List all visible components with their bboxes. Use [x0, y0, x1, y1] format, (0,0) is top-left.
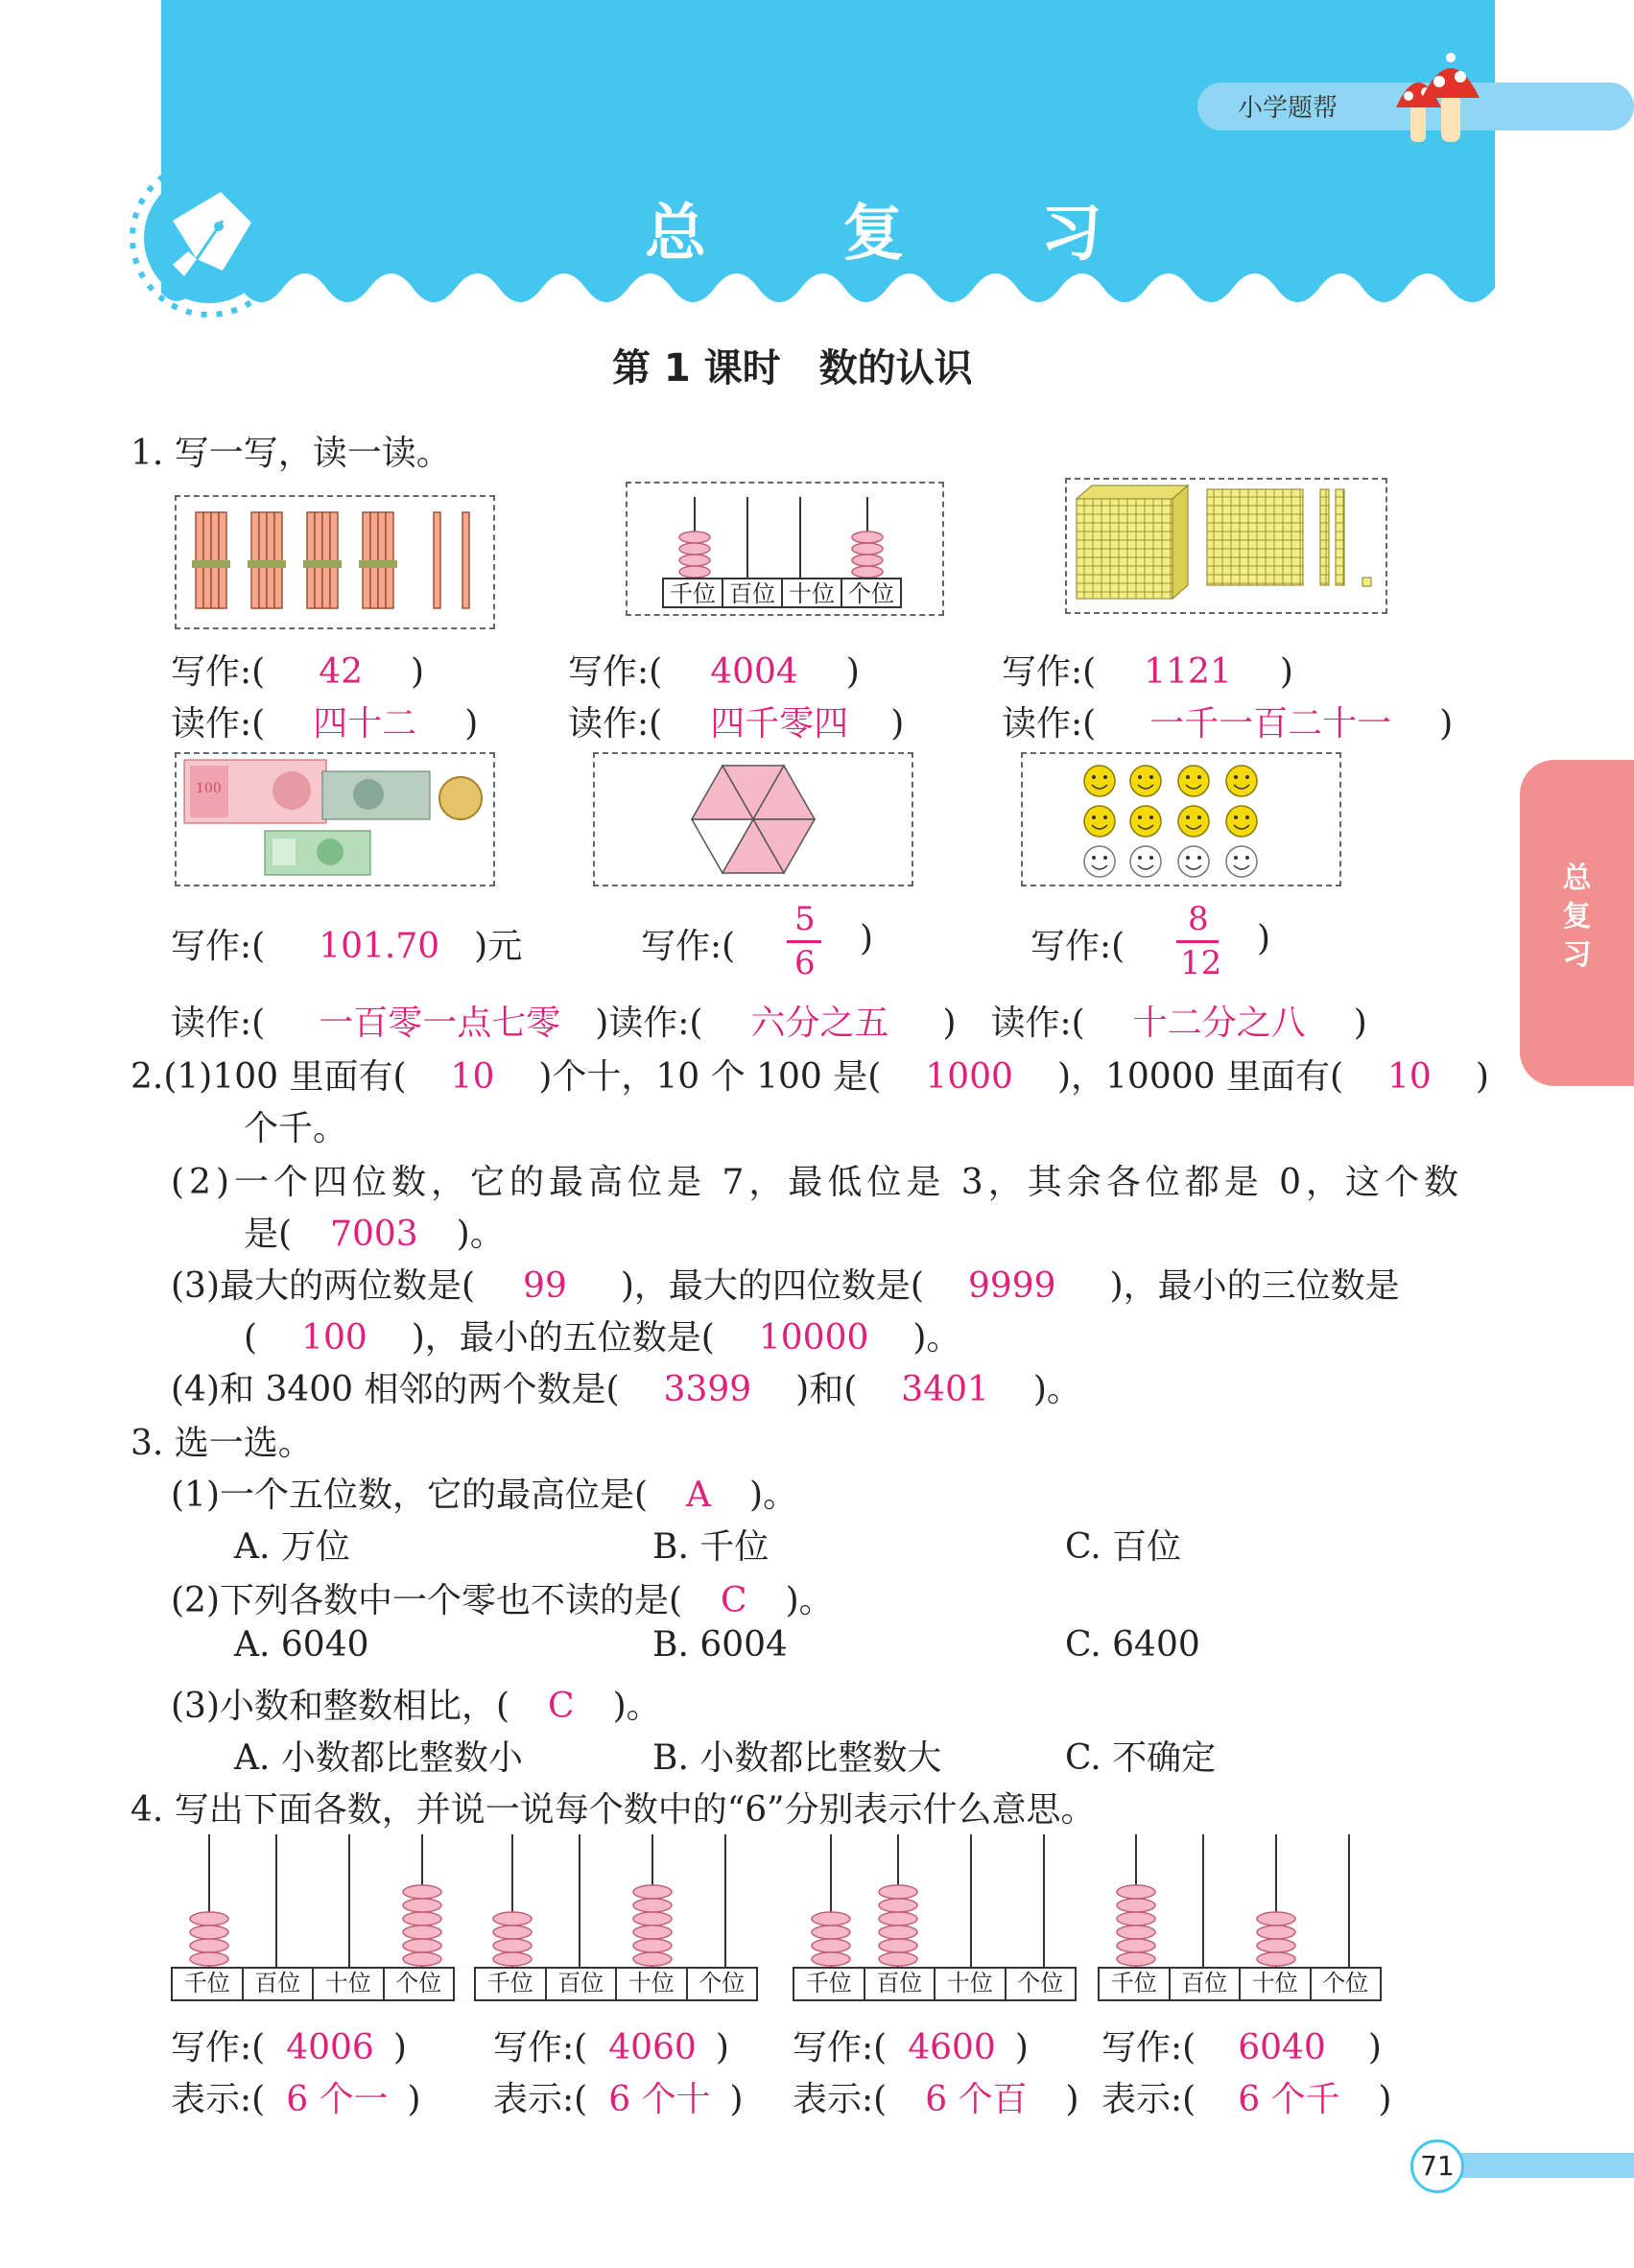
answer: 10: [1387, 1057, 1432, 1097]
answer: 1121: [1144, 652, 1232, 692]
place-label: 个位: [1017, 1970, 1064, 1996]
place-label: 千位: [476, 1969, 547, 1999]
place-label: 十位: [314, 1969, 385, 1999]
answer: 4006: [286, 2028, 374, 2067]
answer: 6 个千: [1238, 2080, 1340, 2119]
place-label: 千位: [664, 579, 723, 606]
side-tab-char: 总: [1562, 862, 1592, 895]
q4-mean-4: 表示:( 6 个千 ): [1101, 2080, 1392, 2119]
answer: 99: [523, 1266, 567, 1306]
abacus-figure: [626, 482, 944, 616]
place-label: 个位: [1322, 1970, 1369, 1996]
hexagon-figure: [593, 752, 913, 886]
fraction-numerator: 8: [1188, 900, 1209, 938]
q3-2-opt-c: C. 6400: [1065, 1625, 1200, 1665]
q3-3-opt-b: B. 小数都比整数大: [652, 1738, 942, 1778]
answer: 6 个一: [286, 2080, 389, 2119]
answer: 6 个百: [925, 2080, 1028, 2119]
q3-1-opt-b: B. 千位: [652, 1527, 770, 1567]
place-label: 个位: [395, 1970, 442, 1996]
answer: 十二分之八: [1132, 1004, 1306, 1043]
q1-write-4: 写作:( 101.70 )元: [171, 927, 523, 966]
answer: 42: [319, 652, 363, 692]
q3-2: (2)下列各数中一个零也不读的是( C )。: [171, 1581, 834, 1620]
side-tab-char: 复: [1562, 900, 1592, 933]
place-label: 千位: [1100, 1969, 1171, 1999]
answer: 4600: [908, 2028, 996, 2067]
q2-p1-cont: 个千。: [244, 1109, 348, 1148]
fraction-numerator: 5: [794, 900, 816, 938]
q4-mean-3: 表示:( 6 个百 ): [793, 2080, 1079, 2119]
q1-read-1: 读作:( 四十二 ): [171, 704, 479, 744]
place-label: 百位: [723, 579, 783, 606]
q2-p3-cont: ( 100 )，最小的五位数是( 10000 )。: [244, 1318, 961, 1358]
q3-3-opt-c: C. 不确定: [1065, 1738, 1217, 1778]
place-label: 百位: [244, 1969, 315, 1999]
lesson-title: 第 1 课时 数的认识: [612, 346, 973, 390]
q1-read-4-6: 读作:( 一百零一点七零 )读作:( 六分之五 ) 读作:( 十二分之八 ): [171, 1004, 1367, 1043]
fraction-denominator: 12: [1180, 944, 1222, 982]
answer: 四十二: [313, 704, 417, 744]
q3-prompt: 3. 选一选。: [130, 1424, 313, 1463]
answer: 4060: [608, 2028, 697, 2067]
q4-mean-2: 表示:( 6 个十 ): [493, 2080, 744, 2119]
place-label: 个位: [848, 580, 894, 607]
place-label: 千位: [173, 1969, 244, 1999]
q2-p2: (2)一个四位数，它的最高位是 7，最低位是 3，其余各位都是 0，这个数: [171, 1163, 1464, 1202]
q3-3-opt-a: A. 小数都比整数小: [234, 1738, 523, 1778]
answer: 4004: [710, 652, 798, 692]
q3-3: (3)小数和整数相比，( C )。: [171, 1687, 661, 1726]
answer: C: [721, 1581, 747, 1620]
side-tab: [1520, 760, 1634, 1086]
place-label: 十位: [783, 579, 842, 606]
fraction-bar: [1176, 940, 1219, 943]
q3-2-opt-a: A. 6040: [234, 1625, 369, 1665]
q3-1: (1)一个五位数，它的最高位是( A )。: [171, 1476, 798, 1515]
answer: 6040: [1238, 2028, 1326, 2067]
answer: 3401: [901, 1370, 989, 1409]
answer: 四千零四: [710, 704, 849, 744]
banknote-100: 100: [196, 781, 222, 796]
side-tab-char: 习: [1562, 938, 1592, 972]
abacus-4600: [793, 1831, 1077, 2009]
page-number-circle: [1410, 2139, 1464, 2193]
q1-prompt: 1. 写一写，读一读。: [130, 434, 451, 473]
place-label: 百位: [1171, 1969, 1242, 1999]
q4-write-1: 写作:( 4006 ): [171, 2028, 407, 2067]
answer: 6 个十: [608, 2080, 711, 2119]
answer: 六分之五: [750, 1004, 889, 1043]
place-label: 百位: [547, 1969, 618, 1999]
place-label: 十位: [617, 1969, 688, 1999]
answer: 7003: [330, 1215, 418, 1254]
q3-2-opt-b: B. 6004: [652, 1625, 788, 1665]
place-label: 十位: [1241, 1969, 1312, 1999]
q2-p1: 2.(1)100 里面有( 10 )个十，10 个 100 是( 1000 )，10000 里面有( 10 ): [130, 1057, 1489, 1097]
answer: 一百零一点七零: [319, 1004, 561, 1043]
q4-write-2: 写作:( 4060 ): [493, 2028, 729, 2067]
q1-read-2: 读作:( 四千零四 ): [568, 704, 905, 744]
q4-write-4: 写作:( 6040 ): [1101, 2028, 1382, 2067]
place-label: 个位: [699, 1970, 746, 1996]
answer: 一千一百二十一: [1149, 704, 1392, 744]
base-ten-blocks-figure: [1065, 478, 1387, 614]
q1-write-3: 写作:( 1121 ): [1002, 652, 1293, 692]
abacus-4006: [171, 1831, 455, 2009]
q1-write-6-label: 写作:(: [1030, 927, 1125, 966]
fraction-denominator: 6: [794, 944, 816, 982]
header-banner: [0, 0, 1634, 326]
answer: 3399: [663, 1370, 752, 1409]
page-number: 71: [1420, 2150, 1455, 2182]
brand-label: 小学题帮: [1238, 94, 1338, 123]
q1-write-2: 写作:( 4004 ): [568, 652, 860, 692]
q3-1-opt-c: C. 百位: [1065, 1527, 1182, 1567]
q1-write-1: 写作:( 42 ): [171, 652, 425, 692]
answer: A: [686, 1476, 712, 1515]
close-paren: ): [1257, 919, 1271, 958]
q1-write-5-label: 写作:(: [641, 927, 736, 966]
q2-p2-cont: 是( 7003 )。: [244, 1215, 505, 1254]
q1-read-3: 读作:( 一千一百二十一 ): [1002, 704, 1454, 744]
q2-p3: (3)最大的两位数是( 99 )，最大的四位数是( 9999 )，最小的三位数是: [171, 1266, 1400, 1306]
answer: 10: [450, 1057, 495, 1097]
place-label: 千位: [794, 1969, 865, 1999]
q4-prompt: 4. 写出下面各数，并说一说每个数中的“6”分别表示什么意思。: [130, 1790, 1096, 1830]
abacus-4060: [474, 1831, 758, 2009]
fraction-bar: [787, 940, 821, 943]
q2-p4: (4)和 3400 相邻的两个数是( 3399 )和( 3401 )。: [171, 1370, 1081, 1409]
money-figure: [175, 752, 495, 886]
answer: 1000: [925, 1057, 1013, 1097]
answer: 101.70: [319, 927, 440, 966]
answer: 100: [301, 1318, 367, 1358]
page-title: 总 复 习: [645, 199, 1160, 270]
close-paren: ): [860, 919, 874, 958]
q3-1-opt-a: A. 万位: [234, 1527, 350, 1567]
answer: 9999: [967, 1266, 1056, 1306]
sticks-figure: [175, 495, 495, 629]
answer: C: [548, 1687, 575, 1726]
place-label: 百位: [865, 1969, 936, 1999]
answer: 10000: [758, 1318, 869, 1358]
smiley-figure: [1021, 752, 1341, 886]
abacus-6040: [1098, 1831, 1382, 2009]
q4-write-3: 写作:( 4600 ): [793, 2028, 1029, 2067]
place-label: 十位: [935, 1969, 1006, 1999]
q4-mean-1: 表示:( 6 个一 ): [171, 2080, 421, 2119]
